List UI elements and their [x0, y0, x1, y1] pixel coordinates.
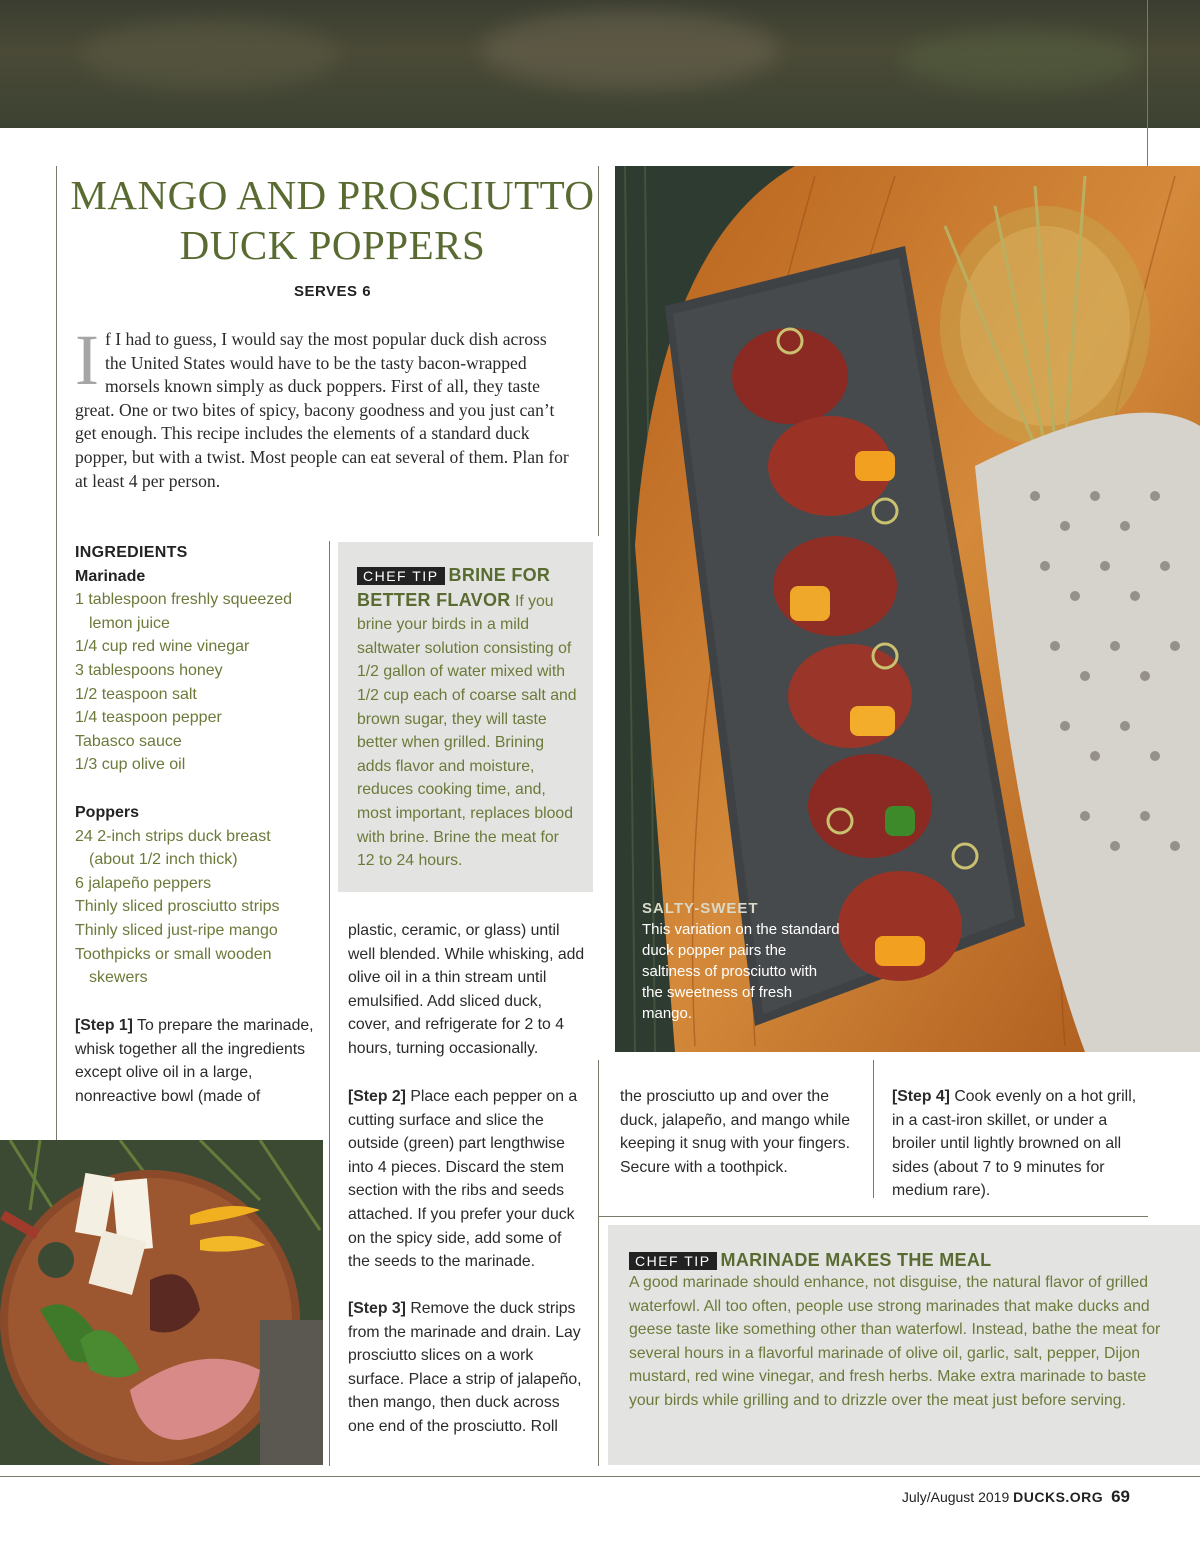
site-brand: DUCKS.ORG — [1013, 1489, 1104, 1505]
page-number: 69 — [1111, 1487, 1130, 1506]
article-title — [60, 170, 605, 270]
ingredient-item: 1/2 teaspoon salt — [75, 685, 197, 703]
issue-date: July/August 2019 — [901, 1489, 1010, 1505]
ingredient-item: Thinly sliced just-ripe mango — [75, 921, 278, 939]
poppers-heading: Poppers — [75, 803, 140, 821]
step-1-text: To prepare the marinade, whisk together all the ingredients except olive oil in a large, nonreactive bowl (made of — [75, 1017, 314, 1105]
step-2-text: Place each pepper on a cutting surface and slice the outside (green) part lengthwise into 4 pieces. Discard the stem section with the ribs and seeds attached. If you prefer your duck on the spicy side, add some of the seeds to the marinade. — [348, 1088, 578, 1271]
ingredient-item: 1 tablespoon freshly squeezed lemon juice — [75, 591, 293, 632]
chef-tip-heading: BRINE FOR BETTER FLAVOR — [357, 565, 551, 610]
ingredient-item: 3 tablespoons honey — [75, 661, 223, 679]
title-line-2: DUCK POPPERS — [179, 222, 486, 268]
ingredient-item: Toothpicks or small wooden skewers — [75, 945, 272, 987]
chef-tip-tag: CHEF TIP — [629, 1252, 717, 1270]
ingredients-heading: INGREDIENTS — [75, 544, 188, 561]
column-rule-1 — [329, 541, 330, 1466]
step-2 — [348, 1085, 586, 1274]
ingredient-item: Tabasco sauce — [75, 732, 182, 750]
drop-cap: I — [75, 320, 99, 400]
marinade-heading: Marinade — [75, 567, 146, 585]
serves-label: SERVES 6 — [293, 283, 372, 300]
step-4-text: Cook evenly on a hot grill, in a cast-iron skillet, or under a broiler until lightly browned on all sides (about 7 to 9 minutes for medium rare). — [892, 1088, 1137, 1200]
ingredient-item: 1/4 cup red wine vinegar — [75, 638, 250, 656]
chef-tip-tag: CHEF TIP — [357, 567, 445, 585]
step-3-text: Remove the duck strips from the marinade and drain. Lay prosciutto slices on a work surface. Place a strip of jalapeño, then mango, then duck across one end of the prosciutto. Roll — [348, 1300, 582, 1435]
chef-tip-body: If you brine your birds in a mild saltwater solution consisting of 1/2 gallon of water mixed with 1/2 cup each of coarse salt and brown sugar, they will taste better when grilled. Brining adds flavor and moisture, reduces cooking time, and, most important, replaces blood with brine. Brine the meat for 12 to 24 hours. — [357, 592, 577, 870]
step-4 — [892, 1085, 1137, 1203]
ingredient-item: 6 jalapeño peppers — [75, 874, 212, 892]
step-3-continued: the prosciutto up and over the duck, jalapeño, and mango while keeping it snug with your fingers. Secure with a toothpick. — [620, 1088, 851, 1176]
caption-heading: SALTY-SWEET — [642, 900, 759, 917]
step-1-label: [Step 1] — [75, 1017, 133, 1034]
title-left-rule — [56, 166, 57, 1166]
chef-tip-heading: MARINADE MAKES THE MEAL — [720, 1250, 992, 1270]
top-banner-photo — [0, 0, 1200, 128]
step-3-label: [Step 3] — [348, 1300, 406, 1317]
ingredient-item: Thinly sliced prosciutto strips — [75, 898, 280, 916]
caption-text: This variation on the standard duck popper pairs the saltiness of prosciutto with the sweetness of fresh mango. — [642, 921, 840, 1022]
ingredient-item: 1/3 cup olive oil — [75, 756, 186, 774]
intro-text: f I had to guess, I would say the most popular duck dish across the United States would have to be the tasty bacon-wrapped morsels known simply as duck poppers. First of all, they taste great. One or two bites of spicy, bacony goodness and you just can’t get enough. This recipe includes the elements of a standard duck popper, but with a twist. Most people can eat several of them. Plan for at least 4 per person. — [75, 329, 569, 491]
ingredients-section — [75, 541, 320, 990]
chef-tip-box-2 — [608, 1225, 1200, 1465]
chef-tip-body: A good marinade should enhance, not disguise, the natural flavor of grilled waterfowl. All too often, people use strong marinades that make ducks and geese taste like something other than waterfowl. Instead, bathe the meat for several hours in a flavorful marinade of olive oil, garlic, salt, pepper, Dijon mustard, red wine vinegar, and fresh herbs. Make extra marinade to baste your birds while grilling and to drizzle over the meat just before serving. — [629, 1274, 1161, 1409]
step-1-continued: plastic, ceramic, or glass) until well blended. While whisking, add olive oil in a thin stream until emulsified. Add sliced duck, cover, and refrigerate for 2 to 4 hours, turning occasionally. — [348, 922, 585, 1057]
ingredient-item: 24 2-inch strips duck breast (about 1/2 inch thick) — [75, 827, 271, 869]
tip2-top-rule — [598, 1216, 1148, 1217]
ingredient-item: 1/4 teaspoon pepper — [75, 709, 222, 727]
right-edge-rule — [1147, 0, 1148, 166]
step-2-label: [Step 2] — [348, 1088, 406, 1105]
chef-tip-box-1 — [338, 542, 593, 892]
step-4-label: [Step 4] — [892, 1088, 950, 1105]
page-footer — [880, 1487, 1130, 1507]
step-3 — [348, 1297, 588, 1439]
title-line-1: MANGO AND PROSCIUTTO — [70, 172, 595, 218]
ingredients-photo — [0, 1140, 323, 1465]
footer-rule — [0, 1476, 1200, 1477]
column-rule-2 — [598, 1060, 599, 1466]
step-1 — [75, 1014, 320, 1108]
photo-caption — [642, 898, 842, 1024]
intro-paragraph — [75, 320, 570, 493]
column-rule-3 — [873, 1060, 874, 1198]
